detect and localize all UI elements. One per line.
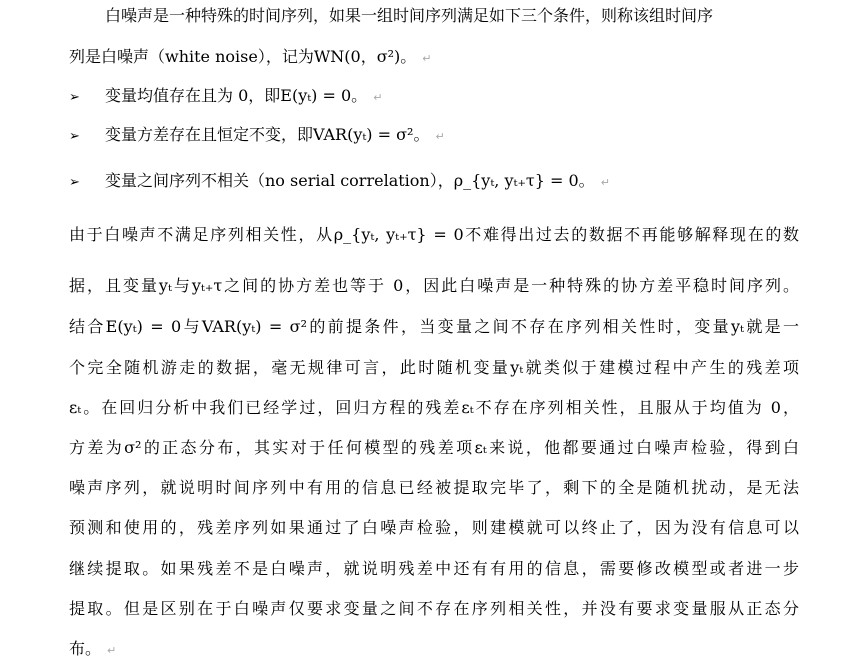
paragraph-1-text: 白噪声是一种特殊的时间序列，如果一组时间序列满足如下三个条件，则称该组时间序 — [105, 6, 714, 25]
paragraph-2-line-9 — [69, 555, 799, 583]
paragraph-2-text: 据，且变量yₜ与yₜ₊τ之间的协方差也等于 0，因此白噪声是一种特殊的协方差平稳时间序列。 — [69, 276, 799, 295]
paragraph-2-text: 方差为σ²的正态分布，其实对于任何模型的残差项εₜ来说，他都要通过白噪声检验，得到白 — [69, 438, 799, 457]
paragraph-2-line-3 — [69, 313, 799, 341]
paragraph-2-text: 个完全随机游走的数据，毫无规律可言，此时随机变量yₜ就类似于建模过程中产生的残差项 — [69, 358, 799, 377]
bullet-item-mean — [69, 82, 799, 110]
paragraph-mark-icon: ↵ — [600, 176, 610, 189]
paragraph-2-line-1 — [69, 221, 799, 249]
paragraph-2-text: 布。 — [69, 639, 102, 658]
bullet-text: 变量方差存在且恒定不变，即VAR(yₜ) = σ²。 — [105, 125, 430, 144]
bullet-item-correlation — [69, 167, 799, 195]
arrow-bullet-icon: ➢ — [69, 90, 80, 105]
bullet-text: 变量均值存在且为 0，即E(yₜ) = 0。 — [105, 86, 368, 105]
paragraph-1-text: 列是白噪声（white noise），记为WN(0，σ²)。 — [69, 47, 417, 66]
paragraph-2-line-2 — [69, 272, 799, 300]
paragraph-2-text: εₜ。在回归分析中我们已经学过，回归方程的残差εₜ不存在序列相关性，且服从于均值为 0， — [69, 398, 799, 417]
paragraph-mark-icon: ↵ — [107, 644, 117, 657]
paragraph-2-line-4 — [69, 354, 799, 382]
paragraph-2-line-6 — [69, 434, 799, 462]
paragraph-2-text: 继续提取。如果残差不是白噪声，就说明残差中还有有用的信息，需要修改模型或者进一步 — [69, 559, 799, 578]
paragraph-2-text: 结合E(yₜ) = 0与VAR(yₜ) = σ²的前提条件，当变量之间不存在序列相关性时，变量yₜ就是一 — [69, 317, 799, 336]
bullet-item-variance — [69, 121, 799, 149]
paragraph-mark-icon: ↵ — [373, 91, 383, 104]
paragraph-1-line-2 — [69, 43, 799, 71]
paragraph-2-text: 提取。但是区别在于白噪声仅要求变量之间不存在序列相关性，并没有要求变量服从正态分 — [69, 599, 799, 618]
bullet-text: 变量之间序列不相关（no serial correlation），ρ_{yₜ, yₜ₊τ} = 0。 — [105, 171, 595, 190]
paragraph-2-line-7 — [69, 474, 799, 502]
paragraph-2-line-11 — [69, 635, 799, 663]
paragraph-2-text: 噪声序列，就说明时间序列中有用的信息已经被提取完毕了，剩下的全是随机扰动，是无法 — [69, 478, 799, 497]
paragraph-2-text: 预测和使用的，残差序列如果通过了白噪声检验，则建模就可以终止了，因为没有信息可以 — [69, 518, 799, 537]
paragraph-2-text: 由于白噪声不满足序列相关性，从ρ_{yₜ, yₜ₊τ} = 0不难得出过去的数据不再能够解释现在的数 — [69, 225, 799, 244]
paragraph-1-line-1 — [105, 2, 835, 30]
arrow-bullet-icon: ➢ — [69, 129, 80, 144]
paragraph-mark-icon: ↵ — [435, 130, 445, 143]
paragraph-2-line-5 — [69, 394, 799, 422]
paragraph-2-line-8 — [69, 514, 799, 542]
arrow-bullet-icon: ➢ — [69, 175, 80, 190]
paragraph-mark-icon: ↵ — [422, 52, 432, 65]
paragraph-2-line-10 — [69, 595, 799, 623]
